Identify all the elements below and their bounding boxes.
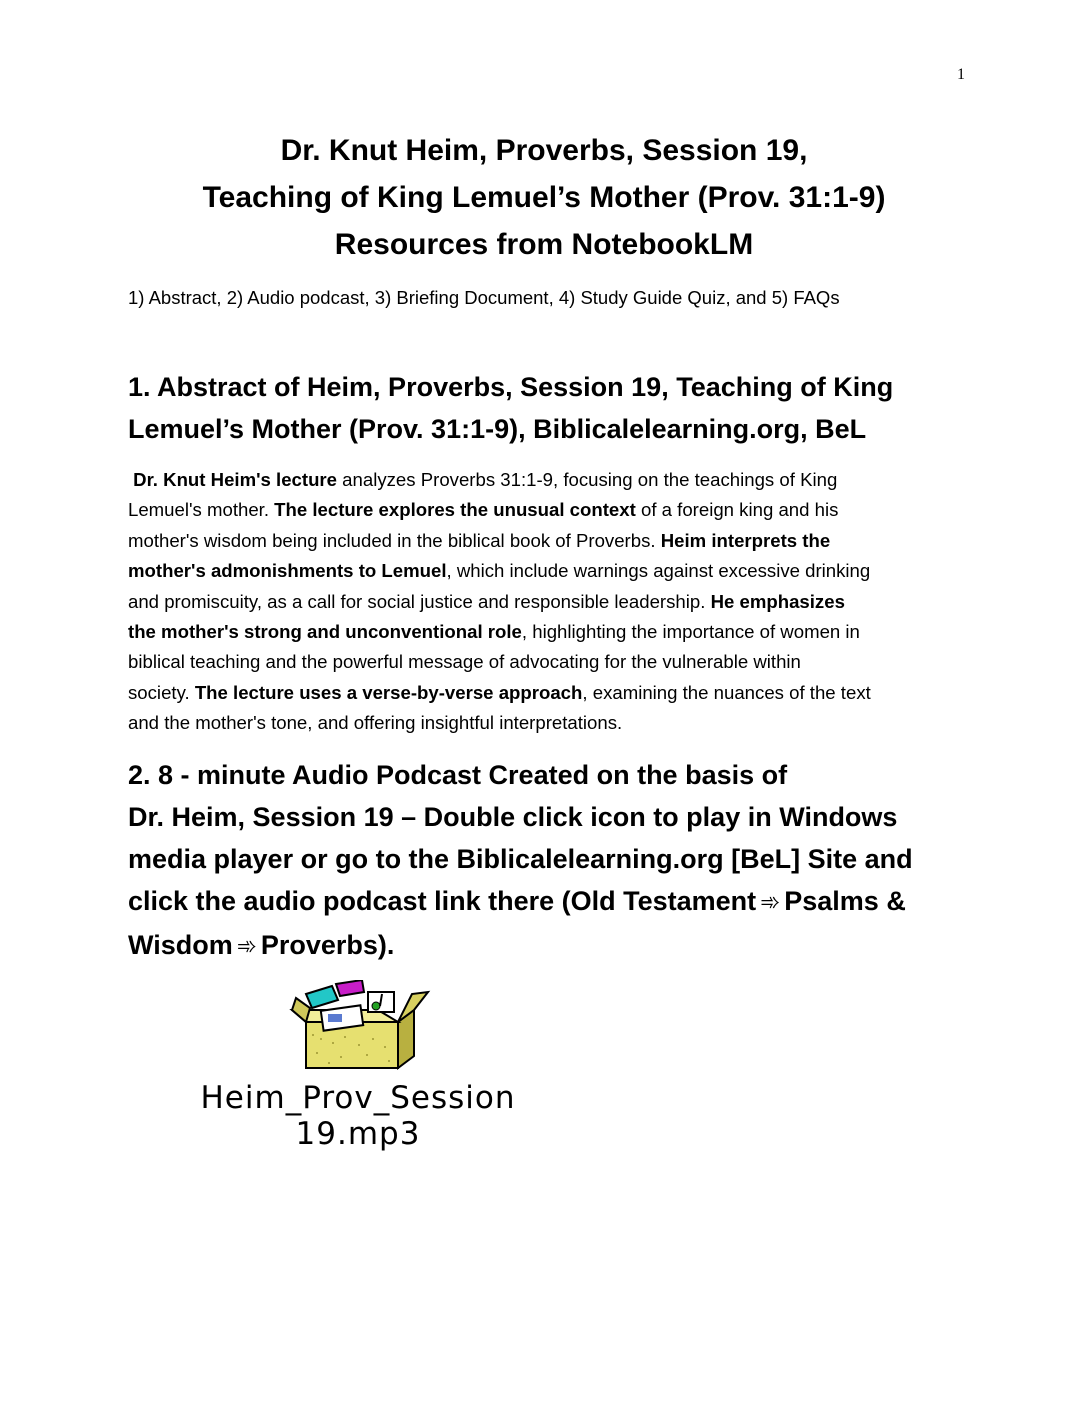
media-file-label-line-1: Heim_Prov_Session — [200, 1080, 516, 1116]
abstract-line — [128, 678, 968, 708]
section1-heading — [128, 366, 968, 450]
section2-heading-line-1: 2. 8 - minute Audio Podcast Created on the basis of — [128, 760, 788, 790]
section1-heading-line-2: Lemuel’s Mother (Prov. 31:1-9), Biblicalelearning.org, BeL — [128, 414, 867, 444]
abstract-text-run: mother's wisdom being included in the biblical book of Proverbs. — [128, 529, 661, 551]
title-line-3: Resources from NotebookLM — [334, 228, 754, 261]
abstract-line — [128, 465, 968, 495]
section2-heading-line-5-start: Wisdom — [128, 930, 233, 960]
page-number: 1 — [957, 66, 965, 83]
abstract-text-run: analyzes Proverbs 31:1-9, focusing on the teachings of King — [337, 469, 838, 490]
section2-heading-line-5 — [128, 924, 968, 968]
abstract-bold-run: mother's admonishments to Lemuel — [128, 560, 447, 582]
abstract-line — [128, 617, 968, 647]
abstract-text-run: Lemuel's mother. — [128, 499, 275, 521]
abstract-text-run: of a foreign king and his — [635, 499, 839, 521]
media-package-icon[interactable] — [288, 980, 434, 1074]
arrow-icon: ➾ — [236, 933, 257, 960]
abstract-line — [128, 495, 968, 525]
abstract-text-run: and promiscuity, as a call for social justice and responsible leadership. — [128, 590, 711, 612]
document-title — [128, 127, 960, 268]
abstract-line — [128, 708, 968, 738]
abstract-text-run: , which include warnings against excessive drinking — [446, 560, 871, 582]
section2-heading — [128, 754, 968, 968]
abstract-line — [128, 526, 968, 556]
section2-heading-line-5-end: Proverbs). — [260, 930, 395, 960]
section2-heading-line-3: media player or go to the Biblicalelearning.org [BeL] Site and — [128, 844, 913, 874]
arrow-icon: ➾ — [760, 889, 781, 916]
abstract-bold-run: The lecture explores the unusual context — [274, 499, 636, 521]
section2-heading-line-4 — [128, 880, 968, 924]
abstract-bold-run: Dr. Knut Heim's lecture — [128, 469, 338, 490]
abstract-line — [128, 647, 968, 677]
abstract-text-run: , examining the nuances of the text — [582, 681, 871, 703]
section2-heading-line-2: Dr. Heim, Session 19 – Double click icon to play in Windows — [128, 802, 898, 832]
abstract-line — [128, 556, 968, 586]
abstract-text-run: society. — [128, 681, 195, 703]
abstract-bold-run: Heim interprets the — [660, 529, 831, 551]
abstract-bold-run: He emphasizes — [710, 590, 845, 612]
abstract-text-run: , highlighting the importance of women in — [521, 621, 860, 643]
abstract-text-run: and the mother's tone, and offering insightful interpretations. — [128, 712, 623, 734]
section2-heading-line-4-start: click the audio podcast link there (Old Testament — [128, 886, 757, 916]
title-line-2: Teaching of King Lemuel’s Mother (Prov. 31:1-9) — [202, 181, 886, 214]
media-file-label[interactable] — [128, 1080, 588, 1152]
abstract-bold-run: The lecture uses a verse-by-verse approach — [194, 681, 583, 703]
media-file-label-line-2: 19.mp3 — [295, 1116, 421, 1152]
abstract-paragraph — [128, 465, 968, 739]
section2-heading-line-4-end: Psalms & — [784, 886, 906, 916]
title-line-1: Dr. Knut Heim, Proverbs, Session 19, — [280, 134, 808, 167]
resources-list: 1) Abstract, 2) Audio podcast, 3) Briefing Document, 4) Study Guide Quiz, and 5) FAQs — [128, 287, 840, 308]
abstract-line — [128, 587, 968, 617]
section1-heading-line-1: 1. Abstract of Heim, Proverbs, Session 19, Teaching of King — [128, 372, 894, 402]
abstract-bold-run: the mother's strong and unconventional role — [128, 621, 522, 643]
abstract-text-run: biblical teaching and the powerful message of advocating for the vulnerable within — [128, 651, 801, 673]
